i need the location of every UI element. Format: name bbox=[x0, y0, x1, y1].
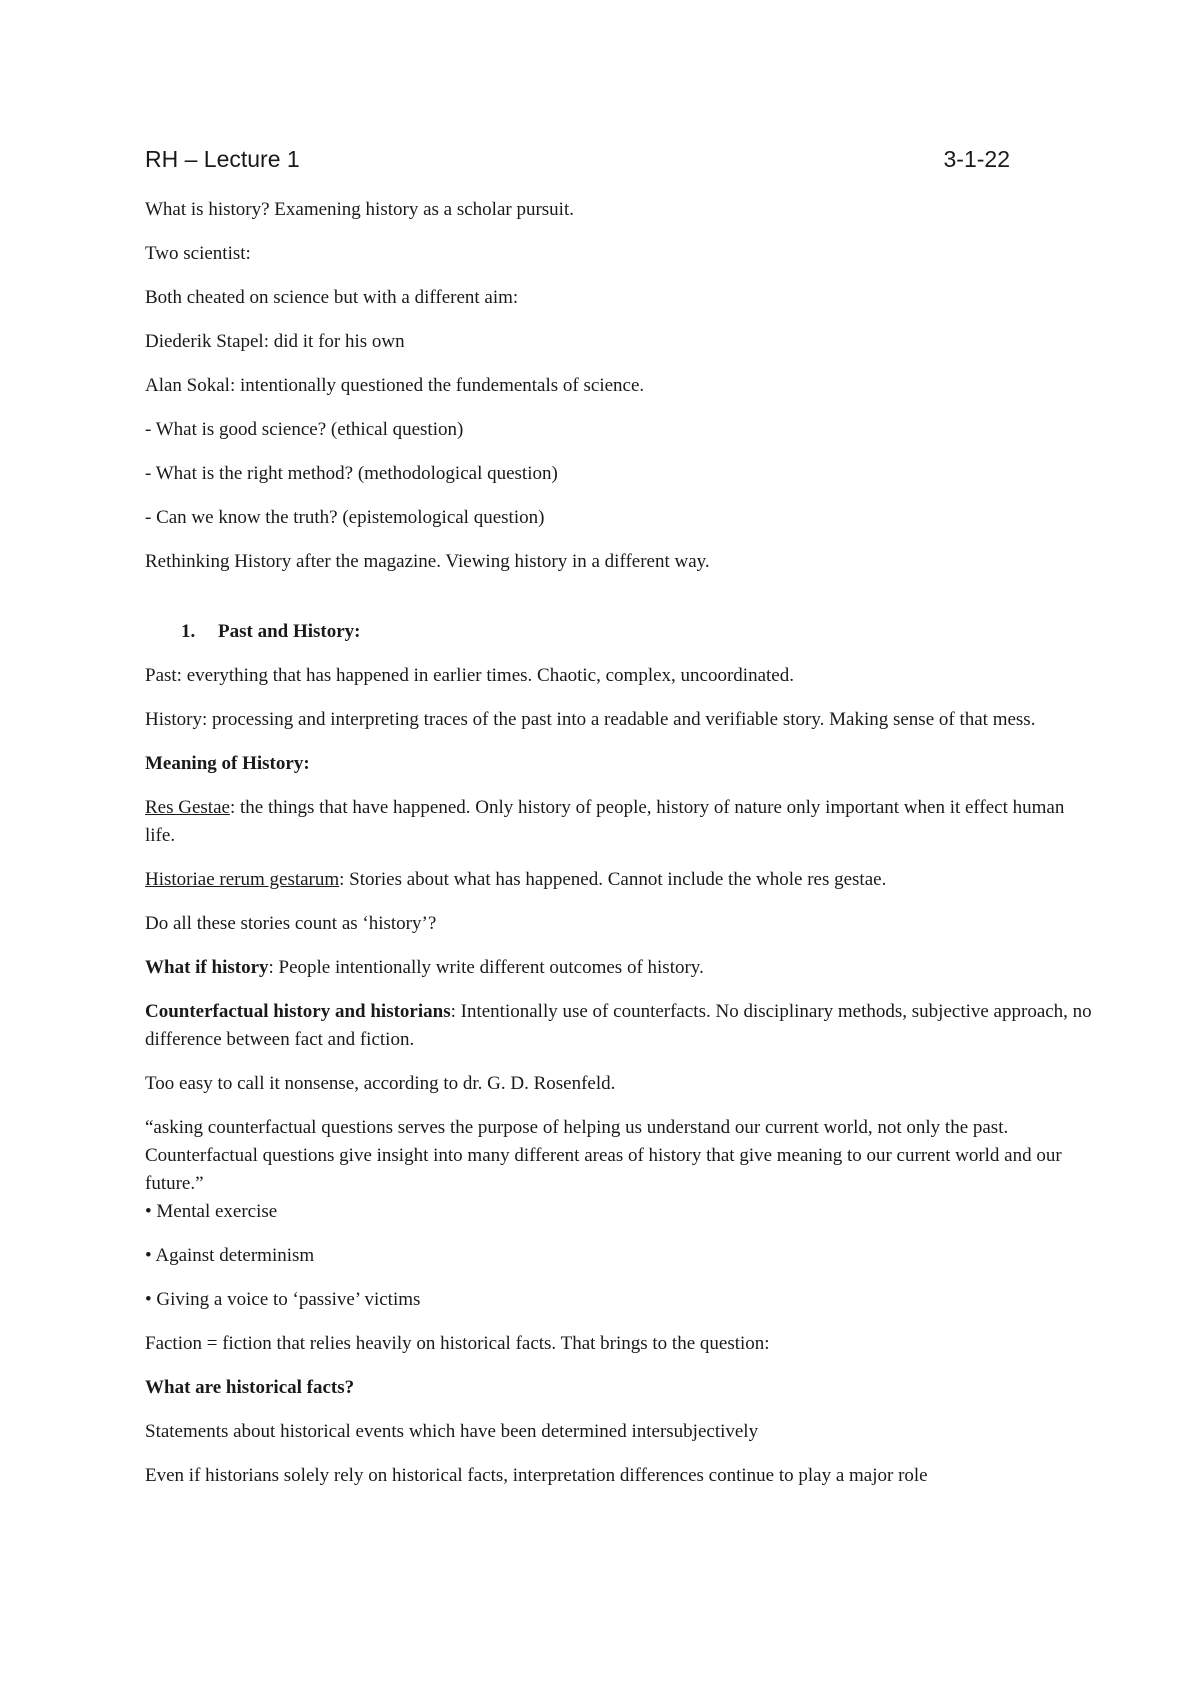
history-definition-paragraph: History: processing and interpreting traces of the past into a readable and verifiable story. Making sense of that mess. bbox=[145, 709, 1036, 730]
title-row bbox=[145, 146, 1010, 173]
res-gestae-paragraph bbox=[145, 794, 1095, 850]
what-if-term: What if history bbox=[145, 957, 269, 978]
section-spacer bbox=[145, 576, 1095, 618]
two-scientists-paragraph: Two scientist: bbox=[145, 243, 251, 264]
counterfactual-paragraph bbox=[145, 998, 1095, 1054]
lecture-date: 3-1-22 bbox=[943, 146, 1010, 172]
document-body bbox=[145, 196, 1095, 1506]
res-gestae-text: : the things that have happened. Only history of people, history of nature only important when it effect human life. bbox=[145, 797, 1065, 846]
rethinking-paragraph: Rethinking History after the magazine. Viewing history in a different way. bbox=[145, 551, 710, 572]
bullet-item: • Giving a voice to ‘passive’ victims bbox=[145, 1289, 421, 1310]
faction-paragraph: Faction = fiction that relies heavily on historical facts. That brings to the question: bbox=[145, 1333, 770, 1354]
meaning-heading: Meaning of History: bbox=[145, 753, 310, 774]
what-if-text: : People intentionally write different outcomes of history. bbox=[268, 957, 704, 978]
stapel-paragraph: Diederik Stapel: did it for his own bbox=[145, 331, 405, 352]
question-item: - Can we know the truth? (epistemological question) bbox=[145, 507, 545, 528]
what-if-paragraph bbox=[145, 954, 1095, 982]
section-title: Past and History: bbox=[218, 621, 361, 642]
historiae-paragraph bbox=[145, 866, 1095, 894]
question-item: - What is good science? (ethical question) bbox=[145, 419, 464, 440]
facts-heading: What are historical facts? bbox=[145, 1377, 355, 1398]
do-all-paragraph: Do all these stories count as ‘history’? bbox=[145, 913, 437, 934]
document-page bbox=[145, 0, 1092, 1698]
bullet-item: • Mental exercise bbox=[145, 1201, 278, 1222]
past-paragraph: Past: everything that has happened in earlier times. Chaotic, complex, uncoordinated. bbox=[145, 665, 794, 686]
both-cheated-paragraph: Both cheated on science but with a different aim: bbox=[145, 287, 519, 308]
statements-paragraph: Statements about historical events which have been determined intersubjectively bbox=[145, 1421, 759, 1442]
intro-paragraph: What is history? Examening history as a scholar pursuit. bbox=[145, 199, 574, 220]
quote-paragraph: “asking counterfactual questions serves the purpose of helping us understand our current world, not only the past. Counterfactual questions give insight into many different areas of history that give meaning to our current world and our future.” bbox=[145, 1117, 1062, 1194]
res-gestae-term: Res Gestae bbox=[145, 797, 230, 818]
page-title: RH – Lecture 1 bbox=[145, 146, 300, 172]
question-item: - What is the right method? (methodological question) bbox=[145, 463, 558, 484]
section-heading bbox=[145, 618, 1095, 646]
sokal-paragraph: Alan Sokal: intentionally questioned the fundementals of science. bbox=[145, 375, 645, 396]
counterfactual-term: Counterfactual history and historians bbox=[145, 1001, 451, 1022]
historiae-term: Historiae rerum gestarum bbox=[145, 869, 340, 890]
counterfactual-text: : Intentionally use of counterfacts. No disciplinary methods, subjective approach, no difference between fact and fiction. bbox=[145, 1001, 1092, 1050]
even-if-paragraph: Even if historians solely rely on historical facts, interpretation differences continue to play a major role bbox=[145, 1465, 928, 1486]
section-number: 1. bbox=[181, 621, 196, 642]
too-easy-paragraph: Too easy to call it nonsense, according to dr. G. D. Rosenfeld. bbox=[145, 1073, 616, 1094]
bullet-item: • Against determinism bbox=[145, 1245, 315, 1266]
historiae-text: : Stories about what has happened. Cannot include the whole res gestae. bbox=[339, 869, 887, 890]
